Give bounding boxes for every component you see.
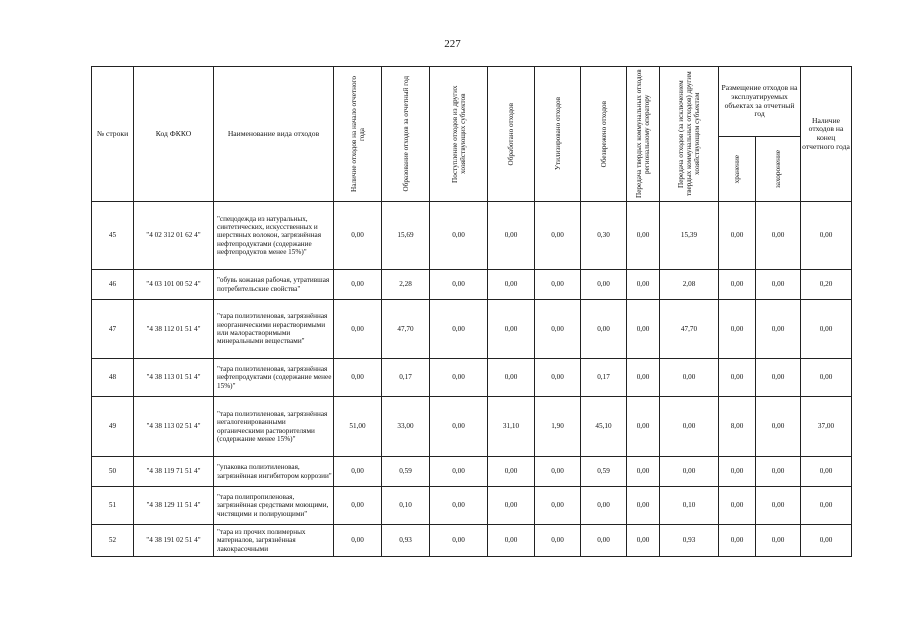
cell-name: "тара полиэтиленовая, загрязнённая негалогенированными органическими растворителями (содержание менее 15%)" [214,397,334,457]
cell-burial: 0,00 [756,397,801,457]
table-row [92,300,852,359]
cell-utilized: 0,00 [535,487,581,525]
cell-storage: 0,00 [719,487,756,525]
header-storage-text: хранение [733,154,741,184]
cell-name: "тара полиэтиленовая, загрязнённая нефтепродуктами (содержание менее 15%)" [214,359,334,397]
table-row [92,397,852,457]
cell-fkko: "4 38 113 02 51 4" [134,397,214,457]
cell-name: "тара полиэтиленовая, загрязнённая неорганическими нерастворимыми или малорастворимыми минеральными веществами" [214,300,334,359]
cell-neutralized: 0,00 [581,525,627,557]
cell-formed: 0,10 [382,487,430,525]
cell-name: "тара полипропиленовая, загрязнённая средствами моющими, чистящими и полирующими" [214,487,334,525]
cell-start: 0,00 [334,202,382,270]
cell-end: 0,00 [801,525,852,557]
header-neutralized-text: Обезврежено отходов [599,100,608,168]
cell-fkko: "4 38 119 71 51 4" [134,457,214,487]
cell-utilized: 1,90 [535,397,581,457]
cell-storage: 0,00 [719,300,756,359]
cell-to-others: 0,00 [660,397,719,457]
cell-end: 0,00 [801,457,852,487]
cell-storage: 0,00 [719,525,756,557]
cell-neutralized: 45,10 [581,397,627,457]
header-start-text: Наличие отходов на начало отчетного года [349,76,366,192]
cell-end: 0,20 [801,270,852,300]
cell-start: 0,00 [334,487,382,525]
cell-burial: 0,00 [756,300,801,359]
cell-neutralized: 0,30 [581,202,627,270]
cell-neutralized: 0,00 [581,270,627,300]
cell-end: 0,00 [801,359,852,397]
cell-formed: 0,93 [382,525,430,557]
header-received [430,67,488,202]
cell-to-regional: 0,00 [627,270,660,300]
cell-end: 0,00 [801,300,852,359]
header-placement: Размещение отходов на эксплуатируемых объектах за отчетный год [719,67,801,137]
cell-processed: 0,00 [488,300,535,359]
header-start [334,67,382,202]
cell-formed: 2,28 [382,270,430,300]
cell-utilized: 0,00 [535,525,581,557]
cell-to-regional: 0,00 [627,397,660,457]
cell-storage: 0,00 [719,457,756,487]
header-formed [382,67,430,202]
cell-row-no: 46 [92,270,134,300]
cell-received: 0,00 [430,359,488,397]
header-to-others-text: Передача отходов (за исключением твердых коммунальных отходов) другим хозяйствующим субъектам [677,71,701,197]
header-utilized-text: Утилизировано отходов [553,97,562,171]
header-storage [719,137,756,202]
cell-burial: 0,00 [756,525,801,557]
page-number: 227 [444,38,461,50]
cell-received: 0,00 [430,457,488,487]
header-end: Наличие отходов на конец отчетного года [801,67,852,202]
cell-to-regional: 0,00 [627,525,660,557]
cell-to-regional: 0,00 [627,300,660,359]
cell-received: 0,00 [430,202,488,270]
header-to-regional-text: Передача твердых коммунальных отходов региональному оператору [635,69,651,199]
cell-burial: 0,00 [756,487,801,525]
cell-processed: 0,00 [488,487,535,525]
cell-to-regional: 0,00 [627,487,660,525]
cell-to-others: 15,39 [660,202,719,270]
cell-row-no: 45 [92,202,134,270]
header-row-no: № строки [92,67,134,202]
cell-fkko: "4 03 101 00 52 4" [134,270,214,300]
cell-burial: 0,00 [756,457,801,487]
cell-utilized: 0,00 [535,202,581,270]
cell-name: "спецодежда из натуральных, синтетических, искусственных и шерстяных волокон, загрязнённая нефтепродуктами (содержание нефтепродуктов менее 15%)" [214,202,334,270]
cell-row-no: 49 [92,397,134,457]
table-row [92,202,852,270]
cell-received: 0,00 [430,525,488,557]
cell-start: 0,00 [334,359,382,397]
cell-start: 0,00 [334,525,382,557]
cell-processed: 0,00 [488,270,535,300]
header-received-text: Поступление отходов из других хозяйствующих субъектов [450,85,467,183]
cell-fkko: "4 38 129 11 51 4" [134,487,214,525]
cell-received: 0,00 [430,270,488,300]
header-name: Наименование вида отходов [214,67,334,202]
cell-fkko: "4 38 112 01 51 4" [134,300,214,359]
cell-start: 0,00 [334,270,382,300]
table-row [92,487,852,525]
cell-to-others: 47,70 [660,300,719,359]
cell-to-regional: 0,00 [627,202,660,270]
cell-row-no: 50 [92,457,134,487]
cell-end: 0,00 [801,487,852,525]
cell-row-no: 47 [92,300,134,359]
cell-to-regional: 0,00 [627,359,660,397]
cell-formed: 0,59 [382,457,430,487]
header-processed-text: Обработано отходов [507,102,515,166]
table-row [92,270,852,300]
cell-storage: 0,00 [719,270,756,300]
header-to-others [660,67,719,202]
cell-received: 0,00 [430,300,488,359]
cell-start: 0,00 [334,300,382,359]
cell-name: "тара из прочих полимерных материалов, загрязнённая лакокрасочными [214,525,334,557]
cell-to-others: 2,08 [660,270,719,300]
header-formed-text: Образование отходов за отчетный год [401,76,410,192]
cell-processed: 31,10 [488,397,535,457]
cell-burial: 0,00 [756,359,801,397]
cell-fkko: "4 38 191 02 51 4" [134,525,214,557]
cell-received: 0,00 [430,487,488,525]
cell-utilized: 0,00 [535,359,581,397]
cell-row-no: 48 [92,359,134,397]
cell-neutralized: 0,00 [581,300,627,359]
cell-neutralized: 0,17 [581,359,627,397]
header-neutralized [581,67,627,202]
cell-formed: 15,69 [382,202,430,270]
cell-formed: 47,70 [382,300,430,359]
cell-storage: 0,00 [719,202,756,270]
header-burial [756,137,801,202]
cell-to-regional: 0,00 [627,457,660,487]
cell-storage: 8,00 [719,397,756,457]
cell-fkko: "4 38 113 01 51 4" [134,359,214,397]
cell-burial: 0,00 [756,270,801,300]
cell-received: 0,00 [430,397,488,457]
cell-storage: 0,00 [719,359,756,397]
cell-to-others: 0,93 [660,525,719,557]
cell-to-others: 0,00 [660,359,719,397]
cell-burial: 0,00 [756,202,801,270]
cell-to-others: 0,10 [660,487,719,525]
cell-processed: 0,00 [488,202,535,270]
cell-processed: 0,00 [488,359,535,397]
cell-utilized: 0,00 [535,270,581,300]
header-burial-text: захоронение [774,149,782,189]
header-row [92,67,852,137]
cell-utilized: 0,00 [535,300,581,359]
cell-neutralized: 0,59 [581,457,627,487]
cell-processed: 0,00 [488,457,535,487]
cell-end: 0,00 [801,202,852,270]
waste-table [91,66,852,557]
header-processed [488,67,535,202]
cell-name: "обувь кожаная рабочая, утратившая потребительские свойства" [214,270,334,300]
cell-utilized: 0,00 [535,457,581,487]
cell-formed: 33,00 [382,397,430,457]
cell-start: 0,00 [334,457,382,487]
cell-fkko: "4 02 312 01 62 4" [134,202,214,270]
cell-formed: 0,17 [382,359,430,397]
cell-name: "упаковка полиэтиленовая, загрязнённая ингибитором коррозии" [214,457,334,487]
cell-row-no: 52 [92,525,134,557]
table-row [92,525,852,557]
cell-row-no: 51 [92,487,134,525]
header-fkko: Код ФККО [134,67,214,202]
cell-processed: 0,00 [488,525,535,557]
cell-to-others: 0,00 [660,457,719,487]
header-to-regional [627,67,660,202]
table-row [92,457,852,487]
header-utilized [535,67,581,202]
cell-end: 37,00 [801,397,852,457]
cell-start: 51,00 [334,397,382,457]
table-row [92,359,852,397]
cell-neutralized: 0,00 [581,487,627,525]
